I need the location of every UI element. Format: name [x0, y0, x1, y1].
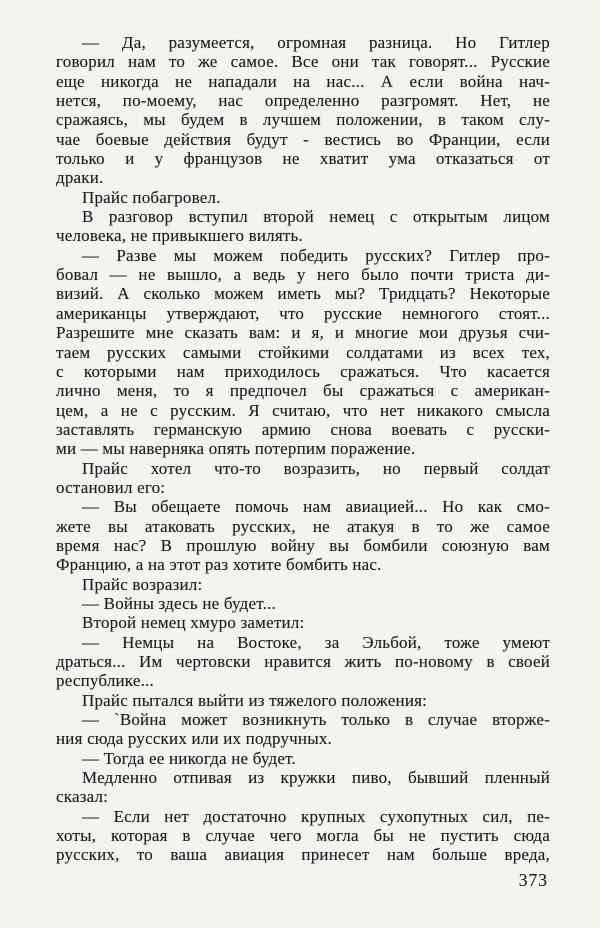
- text-line: — Войны здесь не будет...: [82, 593, 276, 613]
- text-line: ния сюда русских или их подручных.: [56, 729, 332, 749]
- page-text: [56, 33, 550, 865]
- text-line: ми — мы наверняка опять потерпим поражение.: [56, 439, 416, 459]
- paragraph: [56, 497, 550, 574]
- text-line: Прайс возразил:: [82, 574, 203, 594]
- text-line: заставлять германскую армию снова воевать с русски-: [56, 419, 550, 439]
- paragraph: [56, 613, 550, 632]
- text-line: сражаясь, мы будем в лучшем положении, в таком слу-: [56, 110, 550, 130]
- paragraph: [56, 459, 550, 498]
- paragraph: [56, 807, 550, 865]
- paragraph: [56, 33, 550, 188]
- text-line: остановил его:: [56, 477, 166, 497]
- text-line: — `Война может возникнуть только в случае вторже-: [82, 710, 550, 730]
- paragraph: [56, 246, 550, 459]
- text-line: Прайс побагровел.: [82, 187, 221, 207]
- text-line: еще никогда не нападали на нас... А если война нач-: [56, 71, 550, 91]
- text-line: Прайс пытался выйти из тяжелого положения:: [82, 690, 428, 710]
- text-line: Разрешите мне сказать вам: и я, и многие мои друзья счи-: [56, 323, 550, 343]
- text-line: Прайс хотел что-то возразить, но первый солдат: [82, 458, 550, 478]
- paragraph: [56, 594, 550, 613]
- text-line: драки.: [56, 168, 104, 188]
- text-line: визий. А сколько можем иметь мы? Тридцать? Некоторые: [56, 284, 550, 304]
- text-line: сказал:: [56, 787, 109, 807]
- paragraph: [56, 768, 550, 807]
- text-line: жете вы атаковать русских, не атакуя в то же самое: [56, 516, 550, 536]
- text-line: таем русских самыми стойкими солдатами из всех тех,: [56, 342, 550, 362]
- text-line: с которыми нам приходилось сражаться. Что касается: [56, 361, 550, 381]
- text-line: — Вы обещаете помочь нам авиацией... Но как смо-: [82, 497, 550, 517]
- text-line: лично меня, то я предпочел бы сражаться с американ-: [56, 381, 550, 401]
- paragraph: [56, 188, 550, 207]
- text-line: Медленно отпивая из кружки пиво, бывший пленный: [82, 768, 550, 788]
- text-line: республике...: [56, 671, 154, 691]
- text-line: человека, не привыкшего вилять.: [56, 226, 303, 246]
- text-line: — Да, разумеется, огромная разница. Но Гитлер: [82, 33, 550, 52]
- text-line: чае боевые действия будут - вестись во Франции, если: [56, 129, 550, 149]
- paragraph: [56, 710, 550, 749]
- text-line: хоты, которая в случае чего могла бы не пустить сюда: [56, 826, 550, 846]
- text-line: русских, то ваша авиация принесет нам больше вреда,: [56, 845, 550, 865]
- text-line: — Если нет достаточно крупных сухопутных сил, пе-: [82, 806, 550, 826]
- text-line: американцы утверждают, что русские немногого стоят...: [56, 303, 550, 323]
- text-line: цем, а не с русским. Я считаю, что нет никакого смысла: [56, 400, 550, 420]
- text-line: драться... Им чертовски нравится жить по-новому в своей: [56, 652, 550, 671]
- text-line: — Тогда ее никогда не будет.: [82, 748, 296, 768]
- page-number: 373: [518, 870, 548, 890]
- paragraph: [56, 207, 550, 246]
- text-line: только и у французов не хватит ума отказаться от: [56, 149, 550, 169]
- text-line: Второй немец хмуро заметил:: [82, 613, 305, 633]
- text-line: Францию, а на этот раз хотите бомбить нас.: [56, 555, 382, 575]
- text-line: В разговор вступил второй немец с открытым лицом: [82, 207, 550, 227]
- paragraph: [56, 749, 550, 768]
- text-line: нется, по-моему, нас определенно разгромят. Нет, не: [56, 91, 550, 111]
- paragraph: [56, 691, 550, 710]
- text-line: — Разве мы можем победить русских? Гитлер про-: [82, 245, 550, 265]
- text-line: — Немцы на Востоке, за Эльбой, тоже умеют: [82, 632, 550, 652]
- paragraph: [56, 633, 550, 691]
- text-line: говорил нам то же самое. Все они так говорят... Русские: [56, 52, 550, 72]
- paragraph: [56, 575, 550, 594]
- text-line: бовал — не вышло, а ведь у него было почти триста ди-: [56, 265, 550, 285]
- text-line: время нас? В прошлую войну вы бомбили союзную вам: [56, 535, 550, 555]
